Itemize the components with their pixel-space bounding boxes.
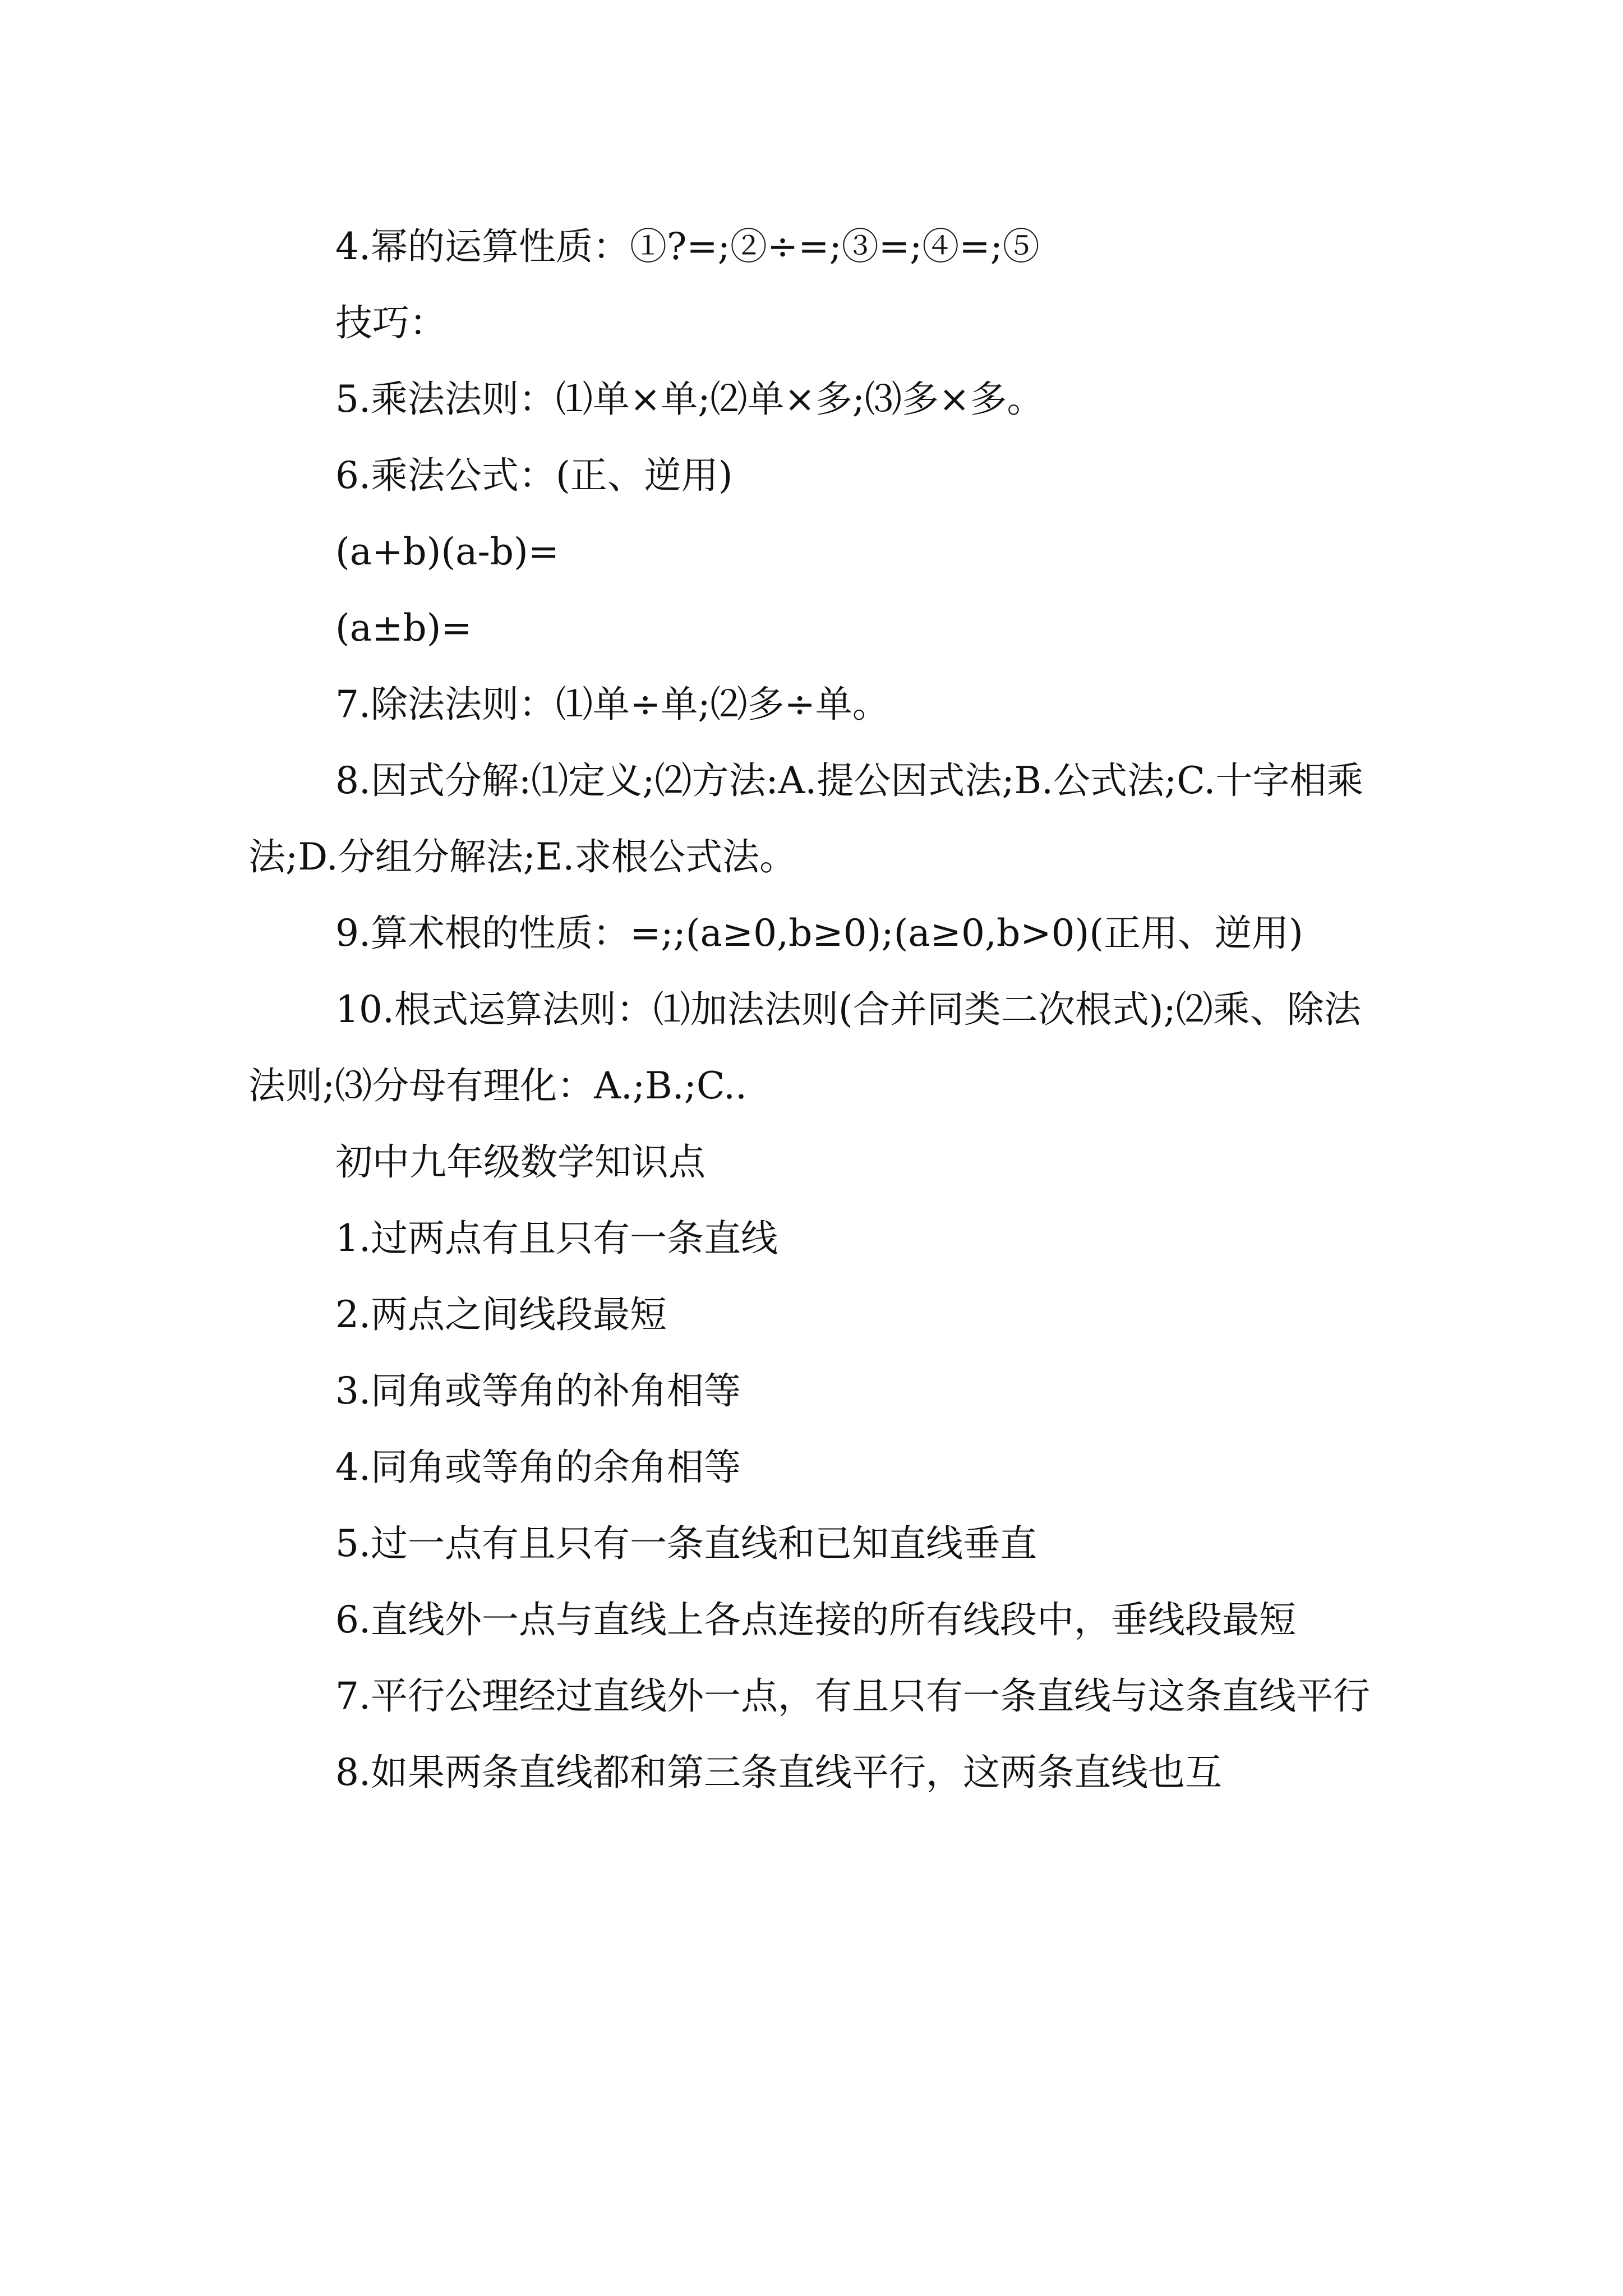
paragraph: 5.乘法法则：⑴单×单;⑵单×多;⑶多×多。 — [335, 378, 1044, 421]
paragraph: 7.平行公理经过直线外一点，有且只有一条直线与这条直线平行 — [335, 1674, 1370, 1718]
paragraph: (a±b)= — [335, 606, 472, 650]
paragraph: (a+b)(a-b)= — [335, 530, 560, 573]
paragraph: 8.如果两条直线都和第三条直线平行，这两条直线也互 — [335, 1751, 1222, 1794]
paragraph: 9.算术根的性质：=;;(a≥0,b≥0);(a≥0,b>0)(正用、逆用) — [335, 912, 1303, 955]
paragraph: 6.乘法公式：(正、逆用) — [335, 454, 733, 497]
paragraph: 6.直线外一点与直线上各点连接的所有线段中，垂线段最短 — [335, 1598, 1296, 1641]
paragraph: 8.因式分解:⑴定义;⑵方法:A.提公因式法;B.公式法;C.十字相乘法;D.分组分解法;E.求根公式法。 — [248, 759, 1364, 878]
paragraph: 2.两点之间线段最短 — [335, 1293, 667, 1336]
paragraph: 4.同角或等角的余角相等 — [335, 1446, 741, 1489]
section-heading: 初中九年级数学知识点 — [335, 1140, 706, 1184]
paragraph: 10.根式运算法则：⑴加法法则(合并同类二次根式);⑵乘、除法法则;⑶分母有理化：A.;B.;C.. — [248, 988, 1361, 1107]
paragraph: 技巧： — [335, 301, 446, 344]
paragraph: 7.除法法则：⑴单÷单;⑵多÷单。 — [335, 683, 889, 726]
paragraph: 5.过一点有且只有一条直线和已知直线垂直 — [335, 1522, 1037, 1565]
paragraph: 3.同角或等角的补角相等 — [335, 1369, 741, 1412]
document-body — [248, 209, 1393, 1811]
paragraph: 4.幂的运算性质：①?=;②÷=;③=;④=;⑤ — [335, 225, 1040, 268]
paragraph: 1.过两点有且只有一条直线 — [335, 1217, 778, 1260]
